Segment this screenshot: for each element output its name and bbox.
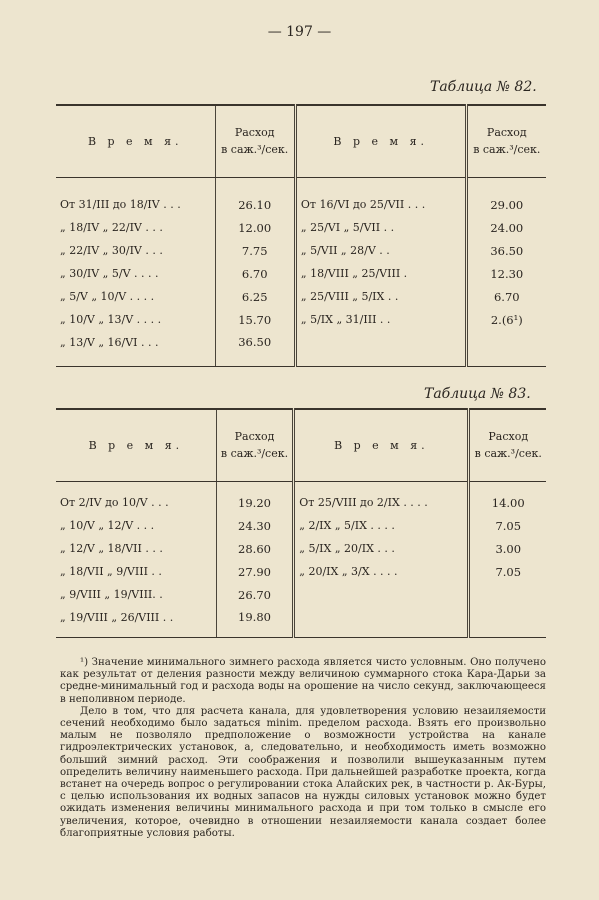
table-82-header-flow-left: Расход в саж.³/сек. xyxy=(215,105,295,177)
flow-value-cell: 36.50 xyxy=(490,243,524,258)
table-row xyxy=(56,177,546,216)
flow-value-cell: 19.80 xyxy=(216,606,294,637)
flow-value-cell: 6.25 xyxy=(215,285,295,308)
table-row xyxy=(56,583,546,606)
table-82-header-time-left: В р е м я. xyxy=(56,105,215,177)
flow-value-cell: 6.70 xyxy=(215,262,295,285)
time-cell xyxy=(294,583,469,606)
time-cell: От 31/III до 18/IV . . . xyxy=(56,177,215,216)
body-paragraph: Дело в том, что для расчета канала, для удовлетворения условию незаиляемости сечений необходимо было задаться minim. пределом расхода. Взять его произвольно малым не позволяло предположение о возможности устройства на канале гидроэлектрических установок, а, следовательно, и необходимость иметь возможно больший зимний расход. Эти соображения и позволили вышеуказанным путем определить величину наименьшего расхода. При дальнейшей разработке проекта, когда встанет на очередь вопрос о регулировании стока Алайских рек, в частности р. Ак-Буры, с целью использования их водных запасов на нужды силовых установок можно будет ожидать изменения величины минимального расхода и при том только в смысле его увеличения, которое, очевидно в отношении незаиляемости канала создает более благоприятные условия работы. xyxy=(60,705,546,839)
time-cell: „ 22/IV „ 30/IV . . . xyxy=(56,239,215,262)
time-cell: От 16/VI до 25/VII . . . xyxy=(295,177,466,216)
flow-value-cell: 7.05 xyxy=(495,564,522,579)
flow-value-cell: 26.70 xyxy=(216,583,294,606)
flow-value-cell: 26.10 xyxy=(215,177,295,216)
time-cell xyxy=(294,606,469,637)
time-cell: „ 13/V „ 16/VI . . . xyxy=(56,331,215,366)
footnote: ¹) Значение минимального зимнего расхода является чисто условным. Оно получено как результат от деления разности между величиною суммарного стока Кара-Дарьи за средне-минимальный год и расхода воды на орошение на число секунд, заключающееся в неполивном периоде. xyxy=(60,657,546,705)
time-cell: „ 10/V „ 12/V . . . xyxy=(56,514,216,537)
table-83-header-flow-left: Расход в саж.³/сек. xyxy=(216,409,294,481)
time-cell: „ 5/VII „ 28/V . . xyxy=(295,239,466,262)
flow-value-cell: 2.(6¹) xyxy=(490,312,523,327)
table-row xyxy=(56,481,546,514)
time-cell: „ 19/VIII „ 26/VIII . . xyxy=(56,606,216,637)
time-cell: „ 5/IX „ 20/IX . . . xyxy=(294,537,469,560)
table-row xyxy=(56,537,546,560)
table-row xyxy=(56,239,546,262)
table-row xyxy=(56,331,546,366)
table-82-caption: Таблица № 82. xyxy=(430,79,537,95)
time-cell: „ 10/V „ 13/V . . . . xyxy=(56,308,215,331)
flow-value-cell: 24.00 xyxy=(490,220,524,235)
table-row xyxy=(56,514,546,537)
flow-value-cell xyxy=(466,331,546,366)
flow-value-cell: 12.00 xyxy=(215,216,295,239)
table-row xyxy=(56,560,546,583)
flow-value-cell: 19.20 xyxy=(216,481,294,514)
table-82 xyxy=(56,104,546,367)
flow-value-cell xyxy=(469,583,546,606)
flow-value-cell: 27.90 xyxy=(216,560,294,583)
flow-value-cell: 24.30 xyxy=(216,514,294,537)
flow-value-cell: 3.00 xyxy=(495,541,522,556)
time-cell: „ 2/IX „ 5/IX . . . . xyxy=(294,514,469,537)
time-cell: От 2/IV до 10/V . . . xyxy=(56,481,216,514)
time-cell: „ 18/VII „ 9/VIII . . xyxy=(56,560,216,583)
flow-value-cell: 14.00 xyxy=(491,495,525,510)
table-82-header-flow-right: Расход в саж.³/сек. xyxy=(466,105,546,177)
time-cell: „ 5/IX „ 31/III . . xyxy=(295,308,466,331)
table-83-header-time-left: В р е м я. xyxy=(56,409,216,481)
time-cell: От 25/VIII до 2/IX . . . . xyxy=(294,481,469,514)
table-row xyxy=(56,216,546,239)
flow-value-cell xyxy=(469,606,546,637)
time-cell: „ 12/V „ 18/VII . . . xyxy=(56,537,216,560)
table-row xyxy=(56,285,546,308)
time-cell: „ 18/IV „ 22/IV . . . xyxy=(56,216,215,239)
table-83-caption: Таблица № 83. xyxy=(424,386,531,402)
flow-value-cell: 12.30 xyxy=(490,266,524,281)
time-cell: „ 5/V „ 10/V . . . . xyxy=(56,285,215,308)
table-82-header-time-right: В р е м я. xyxy=(295,105,466,177)
flow-value-cell: 36.50 xyxy=(215,331,295,366)
table-row xyxy=(56,308,546,331)
notes xyxy=(60,657,546,840)
table-row xyxy=(56,606,546,637)
time-cell: „ 18/VIII „ 25/VIII . xyxy=(295,262,466,285)
flow-value-cell: 6.70 xyxy=(493,289,520,304)
flow-value-cell: 7.75 xyxy=(215,239,295,262)
time-cell: „ 25/VIII „ 5/IX . . xyxy=(295,285,466,308)
table-83-header-flow-right: Расход в саж.³/сек. xyxy=(469,409,546,481)
time-cell: „ 20/IX „ 3/X . . . . xyxy=(294,560,469,583)
table-83 xyxy=(56,408,546,638)
time-cell: „ 9/VIII „ 19/VIII. . xyxy=(56,583,216,606)
table-row xyxy=(56,262,546,285)
table-83-header-time-right: В р е м я. xyxy=(294,409,469,481)
flow-value-cell: 28.60 xyxy=(216,537,294,560)
page-number: — 197 — xyxy=(267,24,332,40)
time-cell xyxy=(295,331,466,366)
flow-value-cell: 7.05 xyxy=(495,518,522,533)
time-cell: „ 30/IV „ 5/V . . . . xyxy=(56,262,215,285)
time-cell: „ 25/VI „ 5/VII . . xyxy=(295,216,466,239)
flow-value-cell: 15.70 xyxy=(215,308,295,331)
flow-value-cell: 29.00 xyxy=(490,197,524,212)
